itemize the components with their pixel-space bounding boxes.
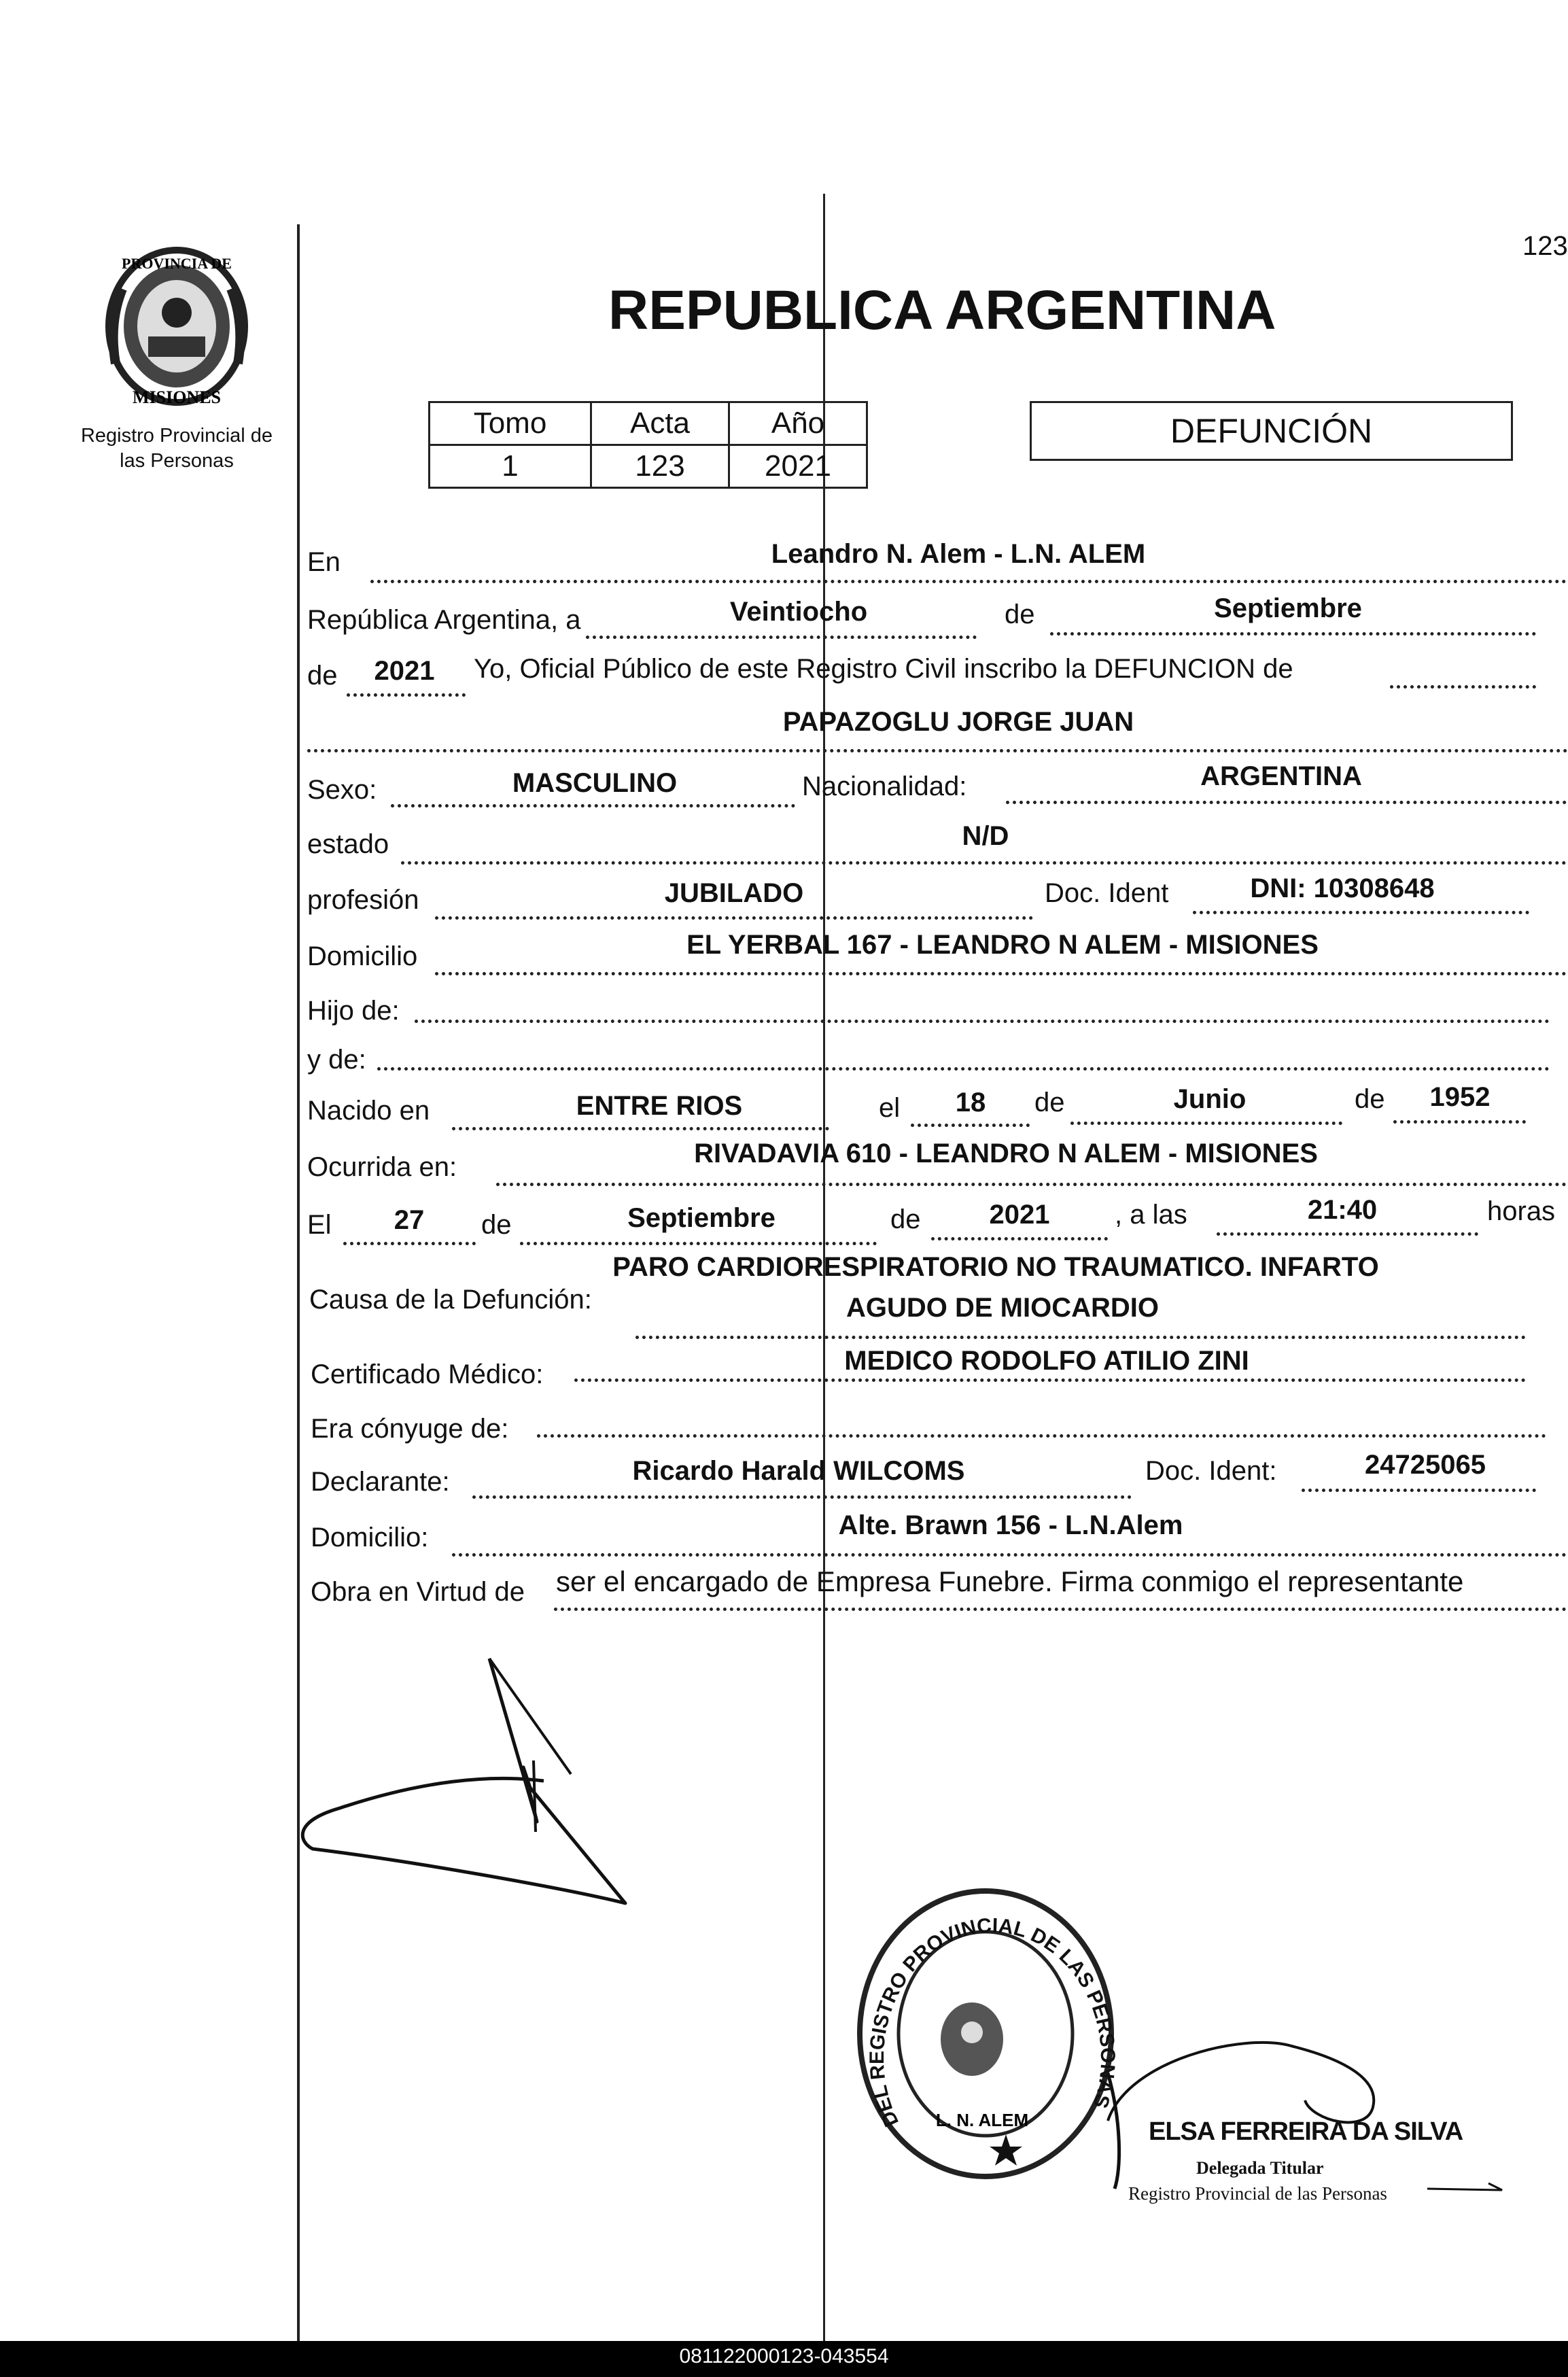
- label-nacionalidad: Nacionalidad:: [802, 771, 967, 801]
- label-nacido-en: Nacido en: [307, 1096, 430, 1126]
- record-header-tomo: Tomo: [430, 402, 591, 445]
- label-en: En: [307, 547, 341, 577]
- label-el-2: El: [307, 1210, 332, 1240]
- record-header-acta: Acta: [591, 402, 729, 445]
- label-de-1: de: [1005, 600, 1035, 629]
- value-obra: ser el encargado de Empresa Funebre. Firma conmigo el representante: [556, 1565, 1464, 1597]
- label-republica: República Argentina, a: [307, 605, 581, 635]
- value-declarante-dom: Alte. Brawn 156 - L.N.Alem: [838, 1510, 1183, 1540]
- left-margin-line: [297, 224, 300, 2345]
- official-seal: [850, 1883, 1121, 2185]
- label-a-las: , a las: [1115, 1200, 1187, 1230]
- value-nac-mes: Junio: [1173, 1084, 1247, 1114]
- value-def-mes: Septiembre: [627, 1203, 776, 1233]
- registry-name-line1: Registro Provincial de: [80, 425, 273, 447]
- label-oficial: Yo, Oficial Público de este Registro Civil inscribo la DEFUNCION de: [474, 654, 1293, 684]
- label-causa: Causa de la Defunción:: [309, 1285, 592, 1315]
- seal-bottom-text: L. N. ALEM: [935, 2110, 1029, 2130]
- province-emblem: [95, 241, 258, 411]
- value-certificado: MEDICO RODOLFO ATILIO ZINI: [844, 1346, 1249, 1376]
- value-sexo: MASCULINO: [512, 768, 678, 798]
- record-value-acta: 123: [591, 445, 729, 488]
- declarant-signature: [285, 1645, 761, 1971]
- official-office: Registro Provincial de las Personas: [1128, 2183, 1387, 2204]
- label-el: el: [879, 1093, 901, 1123]
- value-causa-1: PARO CARDIORESPIRATORIO NO TRAUMATICO. INFARTO: [612, 1252, 1379, 1282]
- value-hora: 21:40: [1307, 1195, 1378, 1225]
- value-def-anio: 2021: [989, 1200, 1050, 1230]
- value-declarante: Ricardo Harald WILCOMS: [632, 1456, 965, 1486]
- page-number: 123: [1522, 231, 1568, 261]
- value-nac-dia: 18: [955, 1088, 986, 1117]
- value-nacionalidad: ARGENTINA: [1200, 761, 1362, 791]
- value-nombre: PAPAZOGLU JORGE JUAN: [782, 707, 1134, 737]
- emblem-text-top: PROVINCIA DE: [122, 255, 232, 272]
- record-value-anio: 2021: [729, 445, 867, 488]
- label-de-nac-1: de: [1034, 1088, 1065, 1117]
- label-doc-ident-2: Doc. Ident:: [1145, 1456, 1277, 1486]
- value-domicilio: EL YERBAL 167 - LEANDRO N ALEM - MISIONES: [686, 930, 1319, 960]
- record-value-tomo: 1: [430, 445, 591, 488]
- label-doc-ident: Doc. Ident: [1045, 878, 1169, 908]
- record-table: [428, 401, 868, 489]
- value-causa-2: AGUDO DE MIOCARDIO: [846, 1293, 1159, 1323]
- label-de-def-1: de: [481, 1210, 512, 1240]
- label-de-def-2: de: [890, 1204, 921, 1234]
- value-dia-letras: Veintiocho: [729, 597, 868, 627]
- label-obra: Obra en Virtud de: [311, 1577, 525, 1607]
- registry-name-line2: las Personas: [120, 450, 234, 472]
- record-type-box: DEFUNCIÓN: [1030, 401, 1513, 461]
- label-sexo: Sexo:: [307, 775, 377, 805]
- footer-code: 081122000123-043554: [679, 2345, 889, 2367]
- label-y-de: y de:: [307, 1045, 366, 1075]
- label-ocurrida-en: Ocurrida en:: [307, 1152, 457, 1182]
- value-def-dia: 27: [394, 1205, 425, 1235]
- emblem-text-bottom: MISIONES: [132, 387, 222, 407]
- official-name: ELSA FERREIRA DA SILVA: [1149, 2117, 1463, 2146]
- label-profesion: profesión: [307, 885, 419, 915]
- label-domicilio: Domicilio: [307, 941, 418, 971]
- value-estado: N/D: [962, 821, 1009, 851]
- label-declarante: Declarante:: [311, 1467, 450, 1497]
- value-lugar: Leandro N. Alem - L.N. ALEM: [771, 539, 1146, 569]
- label-certificado: Certificado Médico:: [311, 1359, 544, 1389]
- label-de-2: de: [307, 661, 338, 691]
- value-nacido-en: ENTRE RIOS: [576, 1091, 743, 1121]
- label-horas: horas: [1487, 1196, 1556, 1226]
- footer-bar: [0, 2341, 1568, 2377]
- page-title: REPUBLICA ARGENTINA: [608, 279, 1276, 341]
- label-conyuge: Era cónyuge de:: [311, 1414, 509, 1444]
- label-hijo-de: Hijo de:: [307, 996, 400, 1026]
- value-ocurrida: RIVADAVIA 610 - LEANDRO N ALEM - MISIONES: [694, 1139, 1318, 1168]
- seal-ring-text: DEL REGISTRO PROVINCIAL DE LAS PERSONAS: [865, 1914, 1119, 2130]
- label-domicilio-2: Domicilio:: [311, 1523, 429, 1552]
- label-de-nac-2: de: [1355, 1084, 1385, 1114]
- label-estado: estado: [307, 829, 389, 859]
- value-mes: Septiembre: [1214, 593, 1362, 623]
- value-doc: DNI: 10308648: [1250, 873, 1435, 903]
- value-anio: 2021: [374, 656, 435, 686]
- value-declarante-doc: 24725065: [1365, 1450, 1486, 1480]
- official-title: Delegada Titular: [1196, 2158, 1324, 2178]
- record-header-anio: Año: [729, 402, 867, 445]
- official-signature-stamp: [1087, 2032, 1536, 2236]
- value-nac-anio: 1952: [1429, 1082, 1491, 1112]
- value-profesion: JUBILADO: [664, 878, 804, 908]
